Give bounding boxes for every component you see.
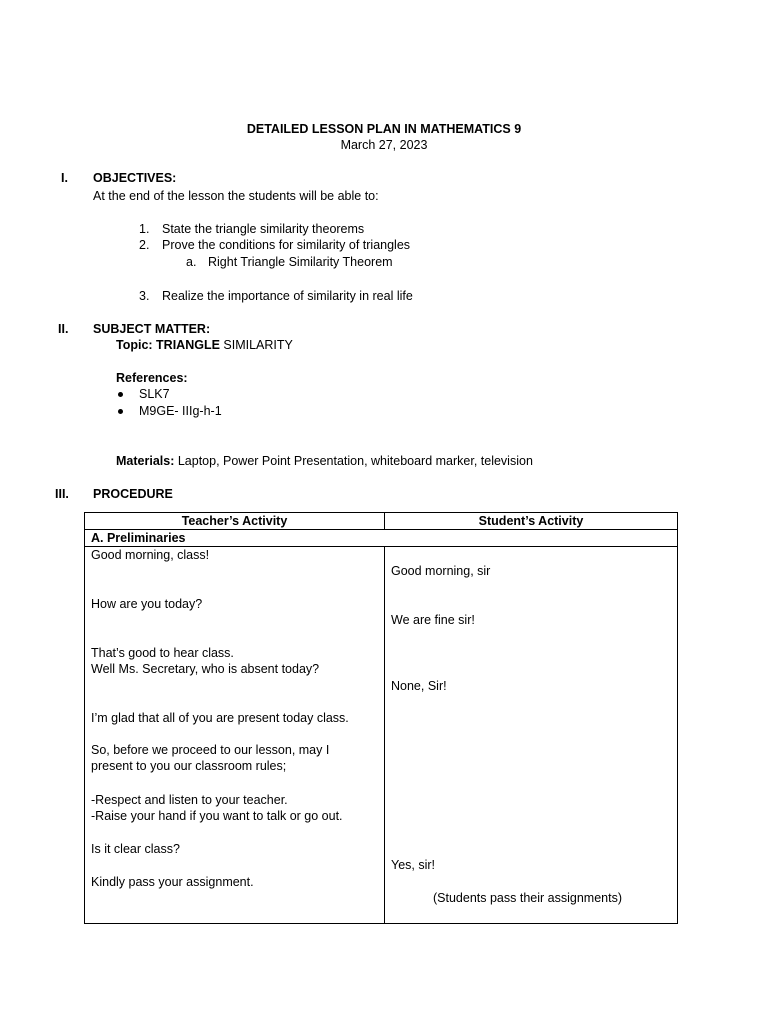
procedure-heading: PROCEDURE [93,487,173,501]
table-row [85,547,678,924]
reference-item-1: SLK7 [139,387,170,401]
reference-item-2: M9GE- IIIg-h-1 [139,404,222,418]
teacher-line: How are you today? [91,597,203,611]
preliminaries-section-label: A. Preliminaries [85,530,678,547]
teacher-line: I’m glad that all of you are present today class. [91,711,349,725]
teacher-line: Is it clear class? [91,842,180,856]
teacher-line: That’s good to hear class. [91,646,234,660]
topic-value: SIMILARITY [219,338,293,352]
teacher-activity-cell [85,547,385,924]
bullet-icon [118,392,123,397]
objective-number-2: 2. [139,238,150,252]
objectives-intro: At the end of the lesson the students will be able to: [93,189,379,203]
table-header-row [85,513,678,530]
teacher-line: Good morning, class! [91,548,210,562]
table-section-row [85,530,678,547]
objective-subitem: Right Triangle Similarity Theorem [208,255,393,269]
teacher-line: present to you our classroom rules; [91,759,287,773]
teacher-line: So, before we proceed to our lesson, may I [91,743,330,757]
materials-value: Laptop, Power Point Presentation, whiteboard marker, television [174,454,533,468]
objective-subitem-letter: a. [186,255,197,269]
procedure-table [84,512,678,924]
objective-number-1: 1. [139,222,150,236]
student-line: (Students pass their assignments) [433,891,622,905]
bullet-icon [118,409,123,414]
section-numeral-procedure: III. [55,487,69,501]
document-title: DETAILED LESSON PLAN IN MATHEMATICS 9 [246,122,522,136]
objective-item-3: Realize the importance of similarity in real life [162,289,413,303]
topic-line [116,337,293,353]
teacher-line: Kindly pass your assignment. [91,875,254,889]
references-label: References: [116,371,188,385]
teacher-activity-header: Teacher’s Activity [85,513,385,530]
student-line: We are fine sir! [391,613,475,627]
objective-item-1: State the triangle similarity theorems [162,222,365,236]
objectives-heading: OBJECTIVES: [93,171,177,185]
materials-line [116,453,533,469]
teacher-line: -Raise your hand if you want to talk or go out. [91,809,343,823]
subject-matter-heading: SUBJECT MATTER: [93,322,211,336]
student-line: Yes, sir! [391,858,436,872]
student-activity-header: Student’s Activity [385,513,678,530]
teacher-line: Well Ms. Secretary, who is absent today? [91,662,320,676]
student-activity-cell [385,547,678,924]
section-numeral-objectives: I. [61,171,68,185]
objective-item-2: Prove the conditions for similarity of triangles [162,238,411,252]
section-numeral-subject-matter: II. [58,322,69,336]
document-date: March 27, 2023 [340,138,428,152]
materials-label: Materials: [116,454,175,468]
student-line: None, Sir! [391,679,447,693]
objective-number-3: 3. [139,289,150,303]
student-line: Good morning, sir [391,564,491,578]
teacher-line: -Respect and listen to your teacher. [91,793,288,807]
topic-label: Topic: TRIANGLE [116,338,220,352]
